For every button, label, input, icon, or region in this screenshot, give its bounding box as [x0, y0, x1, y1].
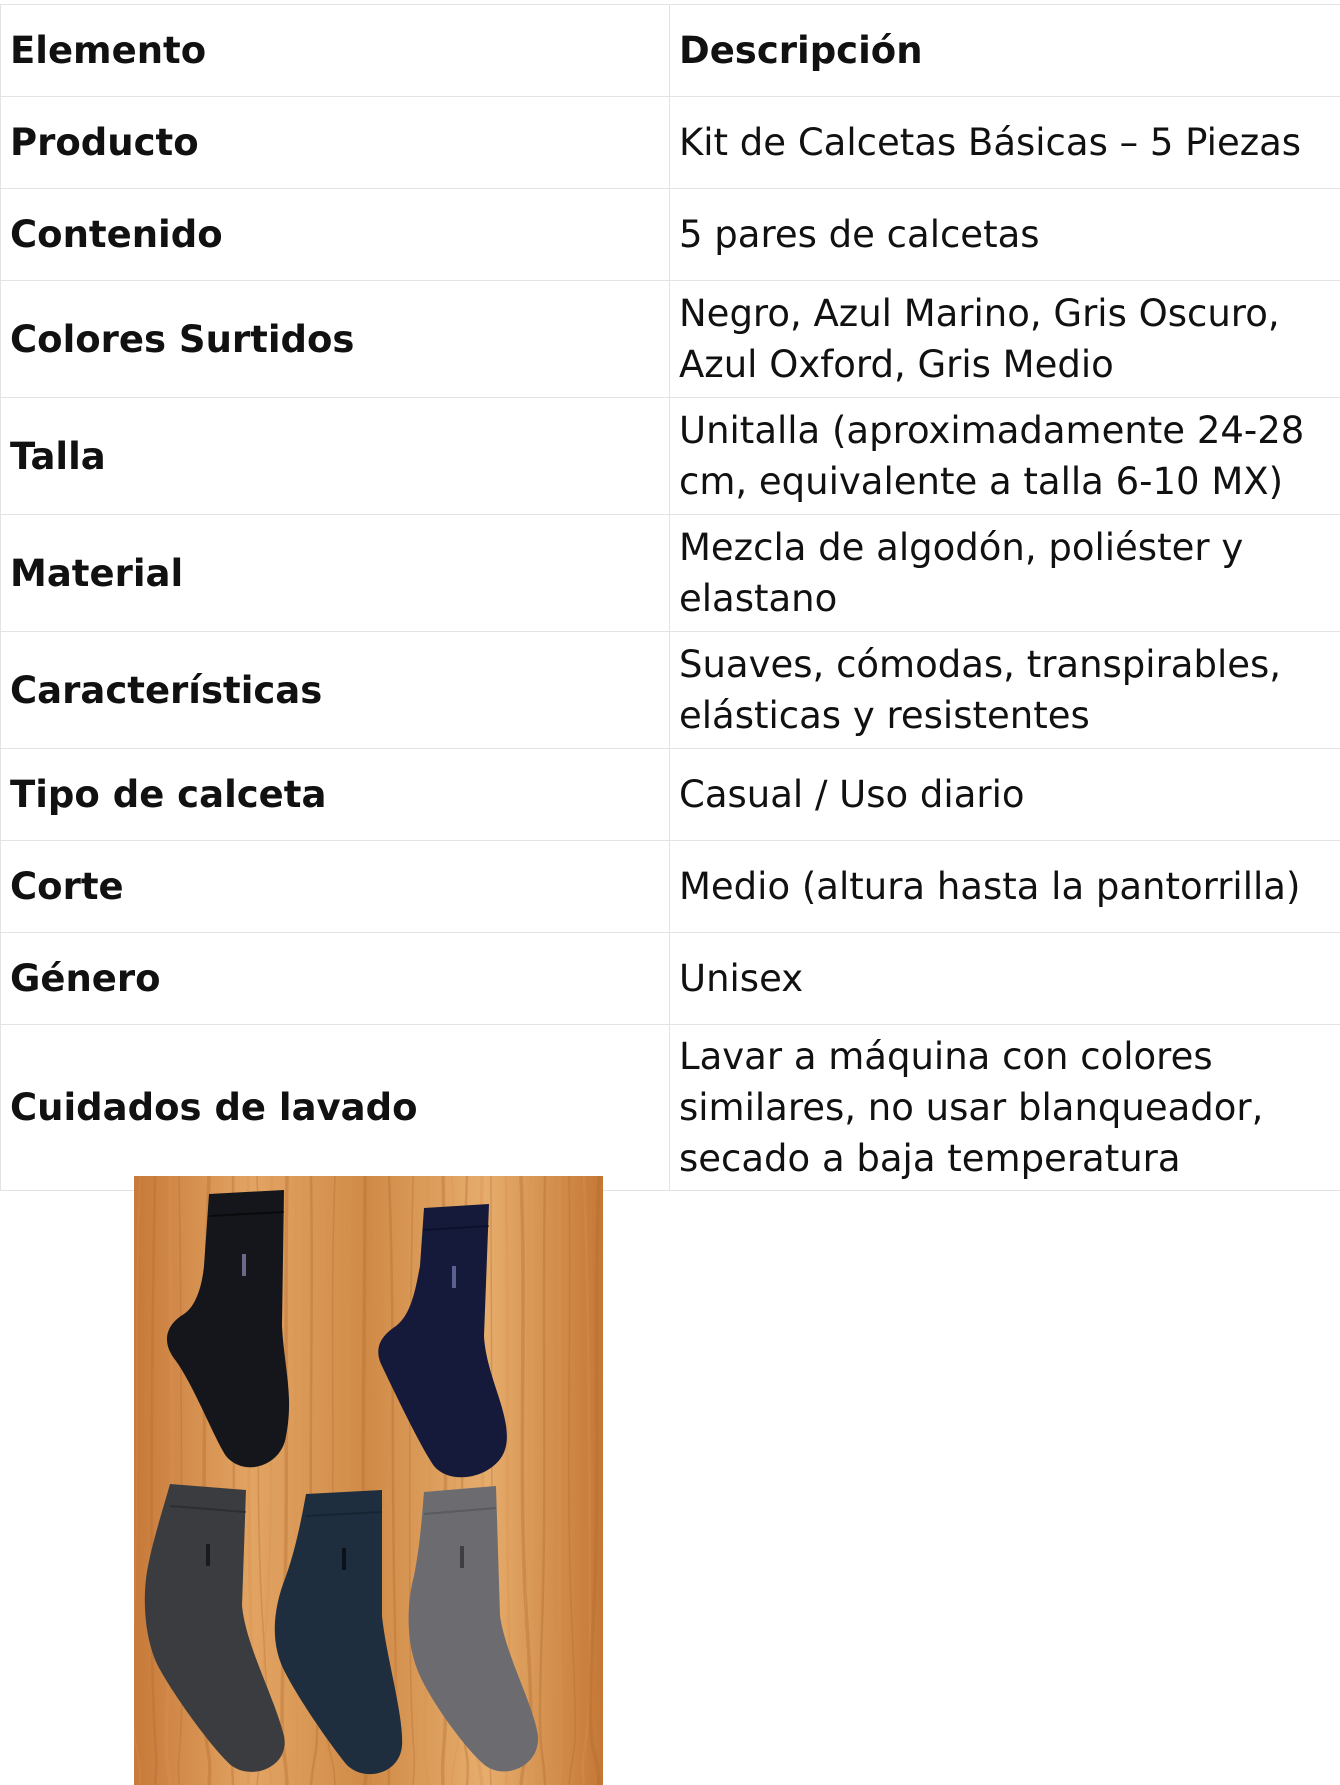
socks-illustration	[134, 1176, 603, 1785]
logo-mark	[452, 1266, 456, 1288]
row-label: Colores Surtidos	[1, 281, 670, 398]
table-row	[1, 933, 1340, 1025]
table-header-row	[1, 5, 1340, 97]
wood-grain-line	[560, 1176, 561, 1785]
row-value: Unitalla (aproximadamente 24-28 cm, equivalente a talla 6-10 MX)	[670, 398, 1340, 515]
table-row	[1, 281, 1340, 398]
logo-mark	[342, 1548, 346, 1570]
row-value: Mezcla de algodón, poliéster y elastano	[670, 515, 1340, 632]
row-label: Contenido	[1, 189, 670, 281]
logo-mark	[206, 1544, 210, 1566]
header-description: Descripción	[670, 5, 1340, 97]
row-value: Suaves, cómodas, transpirables, elásticas y resistentes	[670, 632, 1340, 749]
table-row	[1, 398, 1340, 515]
row-label: Características	[1, 632, 670, 749]
row-label: Talla	[1, 398, 670, 515]
table-row	[1, 749, 1340, 841]
header-element: Elemento	[1, 5, 670, 97]
row-value: Medio (altura hasta la pantorrilla)	[670, 841, 1340, 933]
row-label: Material	[1, 515, 670, 632]
row-label: Producto	[1, 97, 670, 189]
row-value: Unisex	[670, 933, 1340, 1025]
table-row	[1, 97, 1340, 189]
table-row	[1, 1025, 1340, 1191]
row-value: Casual / Uso diario	[670, 749, 1340, 841]
row-value: 5 pares de calcetas	[670, 189, 1340, 281]
table-row	[1, 841, 1340, 933]
table-row	[1, 515, 1340, 632]
row-label: Tipo de calceta	[1, 749, 670, 841]
logo-mark	[242, 1254, 246, 1276]
logo-mark	[460, 1546, 464, 1568]
product-photo	[134, 1176, 603, 1785]
row-value: Negro, Azul Marino, Gris Oscuro, Azul Oxford, Gris Medio	[670, 281, 1340, 398]
table-row	[1, 189, 1340, 281]
row-value: Kit de Calcetas Básicas – 5 Piezas	[670, 97, 1340, 189]
row-value: Lavar a máquina con colores similares, no usar blanqueador, secado a baja temperatura	[670, 1025, 1340, 1191]
product-spec-table	[0, 4, 1340, 1191]
table-row	[1, 632, 1340, 749]
row-label: Cuidados de lavado	[1, 1025, 670, 1191]
row-label: Corte	[1, 841, 670, 933]
row-label: Género	[1, 933, 670, 1025]
